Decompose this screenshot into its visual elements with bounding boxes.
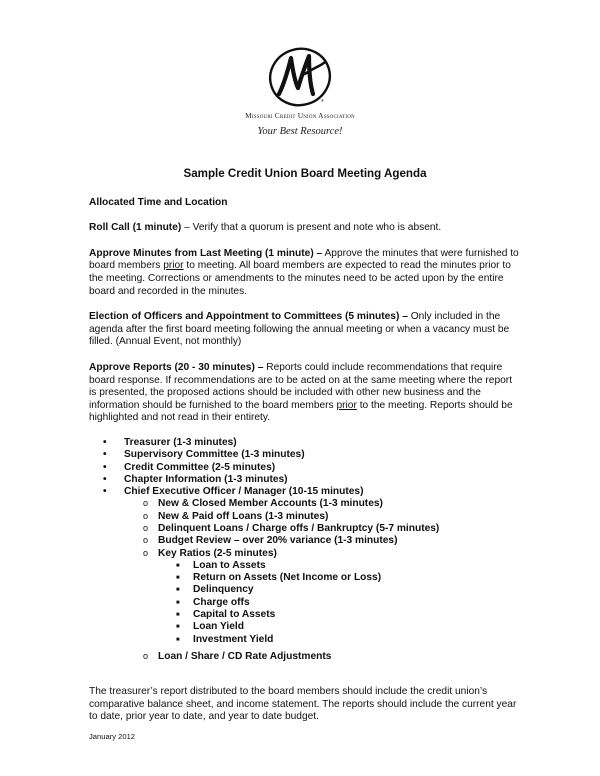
closing-paragraph: The treasurer’s report distributed to the board members should include the credit union’s comparative balance sheet, and income statement. The reports should include the current year to date, prior year to date, and year to date budget. (89, 686, 517, 723)
list-item-ceo (89, 486, 521, 663)
reports-paragraph (89, 362, 521, 425)
list-item: ■ Loan Yield (158, 621, 521, 633)
list-item: o Loan / Share / CD Rate Adjustments (124, 651, 521, 663)
list-item: ■ Charge offs (158, 597, 521, 609)
mcua-logo (0, 44, 600, 137)
mcua-monogram-icon (265, 44, 335, 110)
page-title: Sample Credit Union Board Meeting Agenda (183, 167, 427, 180)
agenda-body (89, 168, 521, 737)
election-paragraph (89, 311, 521, 349)
list-item: • Credit Committee (2-5 minutes) (89, 462, 521, 474)
minutes-heading: Approve Minutes from Last Meeting (1 minute) – (89, 247, 323, 259)
list-item: ■ Capital to Assets (158, 609, 521, 621)
list-item: ■ Investment Yield (158, 634, 521, 646)
roll-call-paragraph (89, 222, 521, 235)
ceo-sublist (124, 498, 521, 663)
minutes-text-2: to meeting. All board members are expected to read the minutes prior to the meeting. Corrections or amendments to the minutes need to be acted upon by the entire board and recorded in the minutes. (89, 260, 511, 297)
ceo-label: Chief Executive Officer / Manager (10-15 minutes) (124, 486, 364, 498)
footer-date: January 2012 (89, 732, 136, 741)
roll-call-text: – Verify that a quorum is present and note who is absent. (181, 222, 442, 234)
list-item: o New & Closed Member Accounts (1-3 minutes) (124, 498, 521, 510)
reports-heading: Approve Reports (20 - 30 minutes) – (89, 361, 264, 373)
list-item: ■ Return on Assets (Net Income or Loss) (158, 572, 521, 584)
list-item: o Delinquent Loans / Charge offs / Bankruptcy (5-7 minutes) (124, 523, 521, 535)
list-item: o Budget Review – over 20% variance (1-3 minutes) (124, 535, 521, 547)
minutes-paragraph (89, 248, 521, 298)
minutes-underline: prior (163, 260, 184, 272)
ratios-label: Key Ratios (2-5 minutes) (158, 547, 277, 559)
list-item: • Supervisory Committee (1-3 minutes) (89, 449, 521, 461)
reports-text: Reports could include recommendations that require board response. If recommendations are to be acted on at the same meeting where the report is presented, the proposed actions should be included with other new business and the information should be furnished to the board members (89, 361, 513, 411)
list-item-ratios (124, 548, 521, 646)
minutes-text: Approve the minutes that were furnished to board members (89, 247, 519, 272)
reports-text-2: to the meeting. Reports should be highlighted and not read in their entirety. (89, 399, 513, 424)
reports-underline: prior (336, 399, 357, 411)
list-item: ■ Delinquency (158, 584, 521, 596)
roll-call-heading: Roll Call (1 minute) (89, 222, 182, 234)
report-list (89, 437, 521, 663)
allocated-heading: Allocated Time and Location (89, 196, 228, 208)
election-text: Only included in the agenda after the first board meeting following the annual meeting or when a vacancy must be filled. (Annual Event, not monthly) (89, 311, 510, 348)
svg-text:®: ® (321, 98, 324, 103)
tagline: Your Best Resource! (257, 126, 343, 137)
list-item: • Treasurer (1-3 minutes) (89, 437, 521, 449)
election-heading: Election of Officers and Appointment to Committees (5 minutes) – (89, 311, 408, 323)
list-item: • Chapter Information (1-3 minutes) (89, 474, 521, 486)
ratios-sublist (158, 560, 521, 646)
list-item: ■ Loan to Assets (158, 560, 521, 572)
list-item: o New & Paid off Loans (1-3 minutes) (124, 511, 521, 523)
org-name: Missouri Credit Union Association (245, 111, 355, 120)
